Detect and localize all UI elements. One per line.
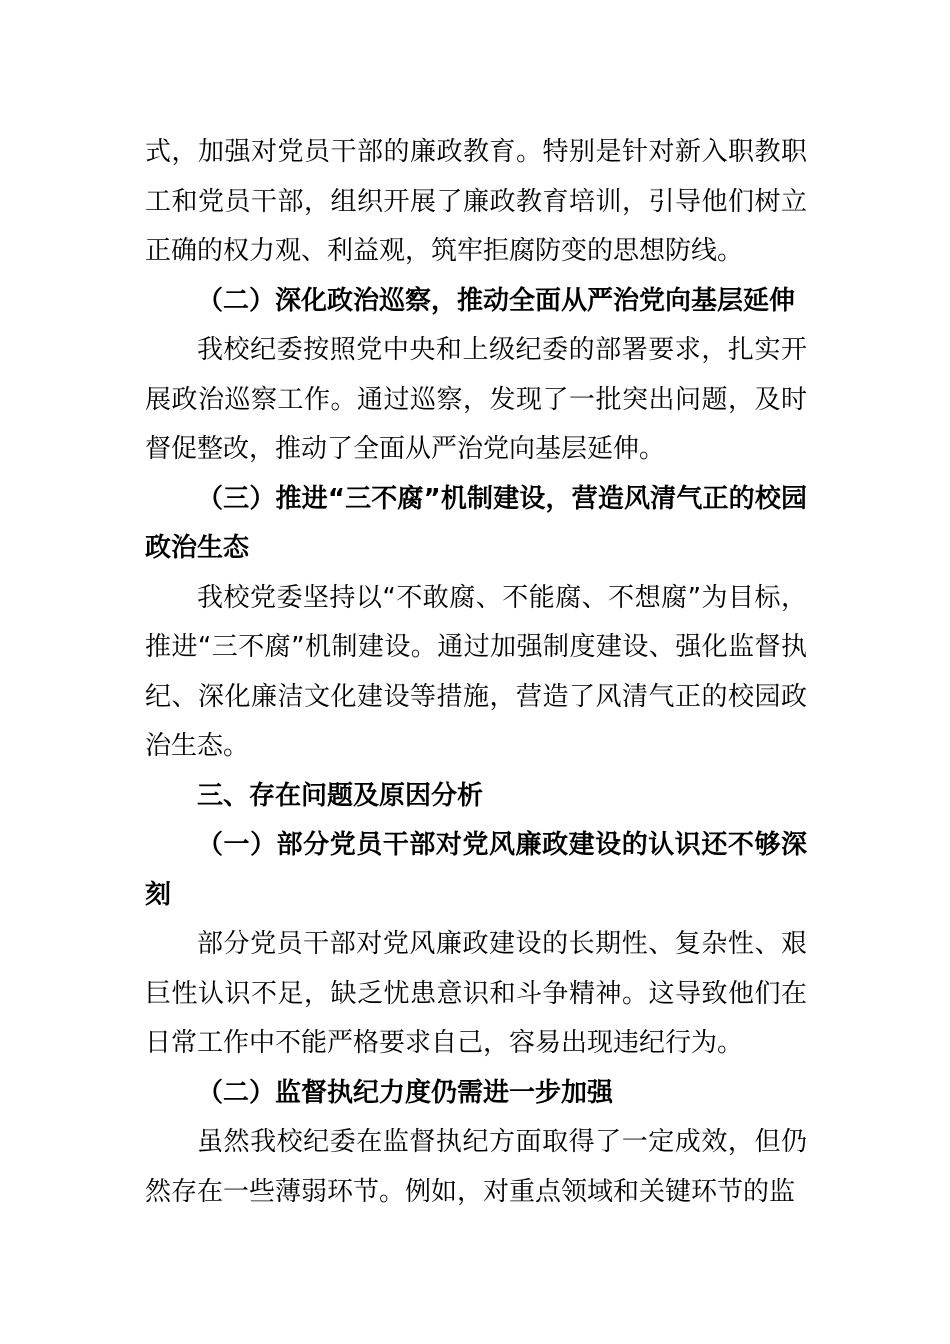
section-heading: （三）推进“三不腐”机制建设，营造风清气正的校园政治生态 bbox=[145, 483, 807, 563]
body-paragraph: 部分党员干部对党风廉政建设的长期性、复杂性、艰巨性认识不足，缺乏忧患意识和斗争精神。这导致他们在日常工作中不能严格要求自己，容易出现违纪行为。 bbox=[145, 929, 807, 1058]
body-paragraph: 式，加强对党员干部的廉政教育。特别是针对新入职教职工和党员干部，组织开展了廉政教育培训，引导他们树立正确的权力观、利益观，筑牢拒腐防变的思想防线。 bbox=[145, 137, 807, 266]
body-paragraph: 我校纪委按照党中央和上级纪委的部署要求，扎实开展政治巡察工作。通过巡察，发现了一批突出问题，及时督促整改，推动了全面从严治党向基层延伸。 bbox=[145, 335, 807, 464]
section-heading: （二）深化政治巡察，推动全面从严治党向基层延伸 bbox=[197, 285, 796, 316]
body-paragraph: 虽然我校纪委在监督执纪方面取得了一定成效，但仍然存在一些薄弱环节。例如，对重点领域和关键环节的监 bbox=[145, 1127, 807, 1207]
body-paragraph: 我校党委坚持以“不敢腐、不能腐、不想腐”为目标，推进“三不腐”机制建设。通过加强制度建设、强化监督执纪、深化廉洁文化建设等措施，营造了风清气正的校园政治生态。 bbox=[145, 582, 807, 761]
document-body bbox=[145, 128, 807, 1217]
chapter-heading: 三、存在问题及原因分析 bbox=[197, 780, 484, 811]
section-heading: （一）部分党员干部对党风廉政建设的认识还不够深刻 bbox=[145, 830, 807, 910]
section-heading: （二）监督执纪力度仍需进一步加强 bbox=[197, 1077, 614, 1108]
